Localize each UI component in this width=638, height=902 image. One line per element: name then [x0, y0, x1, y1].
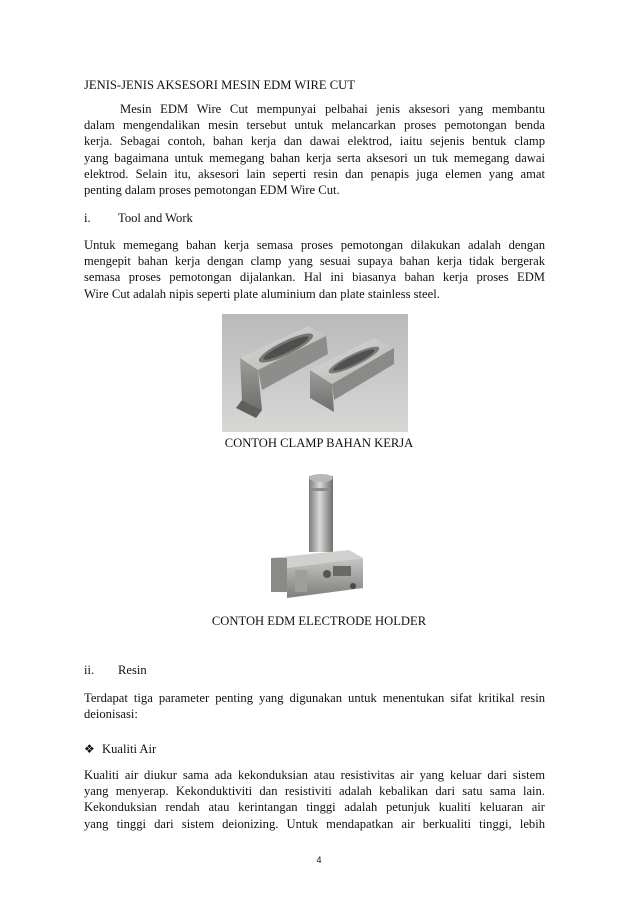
kualiti-line: Kekonduksian rendah atau kerintangan tinggi adalah petunjuk kualiti keluaran air — [84, 800, 545, 815]
intro-line: dalam mengendalikan mesin tersebut untuk melancarkan proses pemotongan benda — [84, 118, 545, 133]
figure-caption-electrode-holder: CONTOH EDM ELECTRODE HOLDER — [211, 614, 427, 628]
kualiti-line: Kualiti air diukur sama ada kekonduksian atau resistivitas air yang keluar dari sistem — [84, 768, 545, 782]
section-heading-tool-and-work — [84, 210, 545, 226]
intro-line: penting dalam proses pemotongan EDM Wire Cut. — [84, 183, 340, 198]
kualiti-line: yang menyerap. Kekonduktiviti dan resistiviti adalah kebalikan dari satu sama lain. — [84, 784, 545, 799]
intro-line: kerja. Sebagai contoh, bahan kerja dan dawai elektrod, iaitu sejenis bentuk clamp — [84, 134, 545, 149]
section-title: Resin — [118, 663, 147, 677]
clamp-photo — [222, 314, 408, 432]
intro-line: Mesin EDM Wire Cut mempunyai pelbahai jenis aksesori yang membantu — [120, 102, 545, 116]
kualiti-line: yang tinggi dari sistem deionizing. Untuk mendapatkan air berkualiti tinggi, lebih — [84, 816, 545, 831]
page-number: 4 — [316, 855, 322, 865]
section-title: Tool and Work — [118, 211, 193, 225]
intro-line: elektrod. Selain itu, aksesori lain seperti resin dan penapis juga elemen yang amat — [84, 166, 545, 181]
section-number: ii. — [84, 663, 95, 677]
bullet-label: Kualiti Air — [102, 742, 157, 756]
document-title: JENIS-JENIS AKSESORI MESIN EDM WIRE CUT — [84, 78, 355, 92]
diamond-bullet-icon: ❖ — [84, 742, 95, 756]
figure-caption-clamp: CONTOH CLAMP BAHAN KERJA — [224, 436, 414, 450]
tool-line: semasa proses pemotongan dijalankan. Hal ini biasanya bahan kerja proses EDM — [84, 270, 545, 285]
tool-paragraph — [84, 237, 545, 302]
bullet-kualiti-air — [84, 741, 545, 757]
intro-line: yang bagaimana untuk memegang bahan kerja serta aksesori un tuk memegang dawai — [84, 150, 545, 165]
resin-paragraph — [84, 690, 545, 722]
tool-line: Untuk memegang bahan kerja semasa proses pemotongan dilakukan adalah dengan — [84, 238, 545, 252]
tool-line: Wire Cut adalah nipis seperti plate aluminium dan plate stainless steel. — [84, 286, 440, 301]
section-heading-resin — [84, 662, 545, 678]
electrode-holder-photo — [249, 462, 385, 608]
tool-line: mengepit bahan kerja dengan clamp yang sesuai supaya bahan kerja tidak bergerak — [84, 254, 545, 269]
resin-line: deionisasi: — [84, 707, 138, 722]
section-number: i. — [84, 211, 91, 225]
resin-line: Terdapat tiga parameter penting yang digunakan untuk menentukan sifat kritikal resin — [84, 691, 545, 705]
kualiti-paragraph — [84, 767, 545, 832]
intro-paragraph — [84, 101, 545, 198]
